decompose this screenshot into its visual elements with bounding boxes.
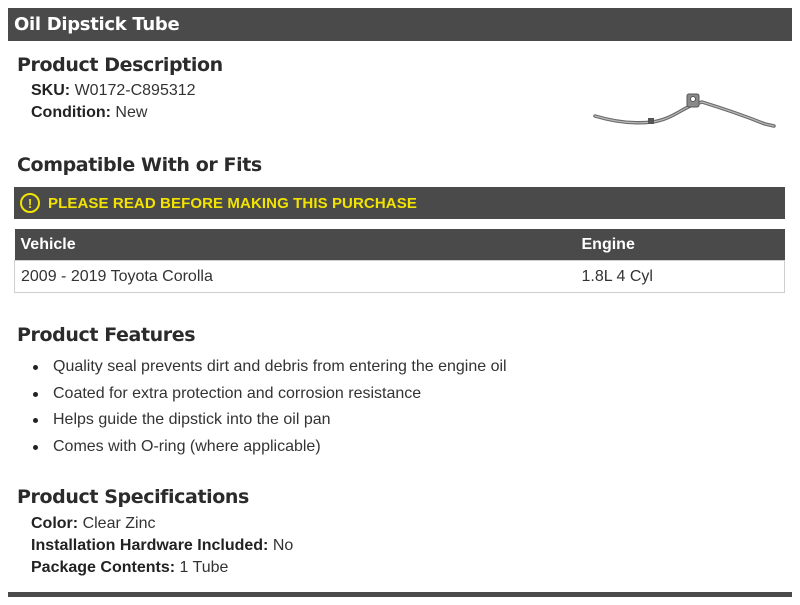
- engine-column-header: Engine: [576, 229, 785, 261]
- product-description-heading: Product Description: [17, 54, 223, 76]
- condition-label: Condition:: [31, 104, 111, 121]
- color-value: Clear Zinc: [82, 515, 156, 532]
- condition-row: [31, 104, 147, 122]
- exclamation-circle-icon: !: [20, 193, 40, 213]
- page-title: Oil Dipstick Tube: [14, 14, 180, 35]
- contents-label: Package Contents:: [31, 559, 176, 576]
- purchase-alert: [14, 187, 785, 219]
- list-item: Comes with O-ring (where applicable): [31, 436, 507, 463]
- contents-value: 1 Tube: [179, 559, 229, 576]
- hardware-value: No: [272, 537, 294, 554]
- product-features-heading: Product Features: [17, 324, 196, 346]
- contents-row: [31, 559, 228, 577]
- table-row: [15, 261, 785, 293]
- table-header-row: [15, 229, 785, 261]
- list-item: Coated for extra protection and corrosion resistance: [31, 383, 507, 410]
- list-item: Quality seal prevents dirt and debris from entering the engine oil: [31, 356, 507, 383]
- condition-value: New: [115, 104, 148, 121]
- vehicle-cell: 2009 - 2019 Toyota Corolla: [15, 261, 576, 293]
- sku-row: [31, 82, 196, 100]
- color-row: [31, 515, 155, 533]
- hardware-label: Installation Hardware Included:: [31, 537, 269, 554]
- compatible-heading: Compatible With or Fits: [17, 154, 262, 176]
- fitment-table: [14, 229, 785, 293]
- features-list: [31, 356, 507, 462]
- engine-cell: 1.8L 4 Cyl: [576, 261, 785, 293]
- sku-label: SKU:: [31, 82, 71, 99]
- hardware-row: [31, 537, 293, 555]
- sku-value: W0172-C895312: [74, 82, 196, 99]
- page-title-bar: [8, 8, 792, 41]
- dipstick-tube-image: [590, 88, 780, 134]
- product-specifications-heading: Product Specifications: [17, 486, 249, 508]
- bottom-divider: [8, 592, 792, 597]
- vehicle-column-header: Vehicle: [15, 229, 576, 261]
- alert-text: PLEASE READ BEFORE MAKING THIS PURCHASE: [48, 194, 417, 212]
- list-item: Helps guide the dipstick into the oil pan: [31, 409, 507, 436]
- color-label: Color:: [31, 515, 79, 532]
